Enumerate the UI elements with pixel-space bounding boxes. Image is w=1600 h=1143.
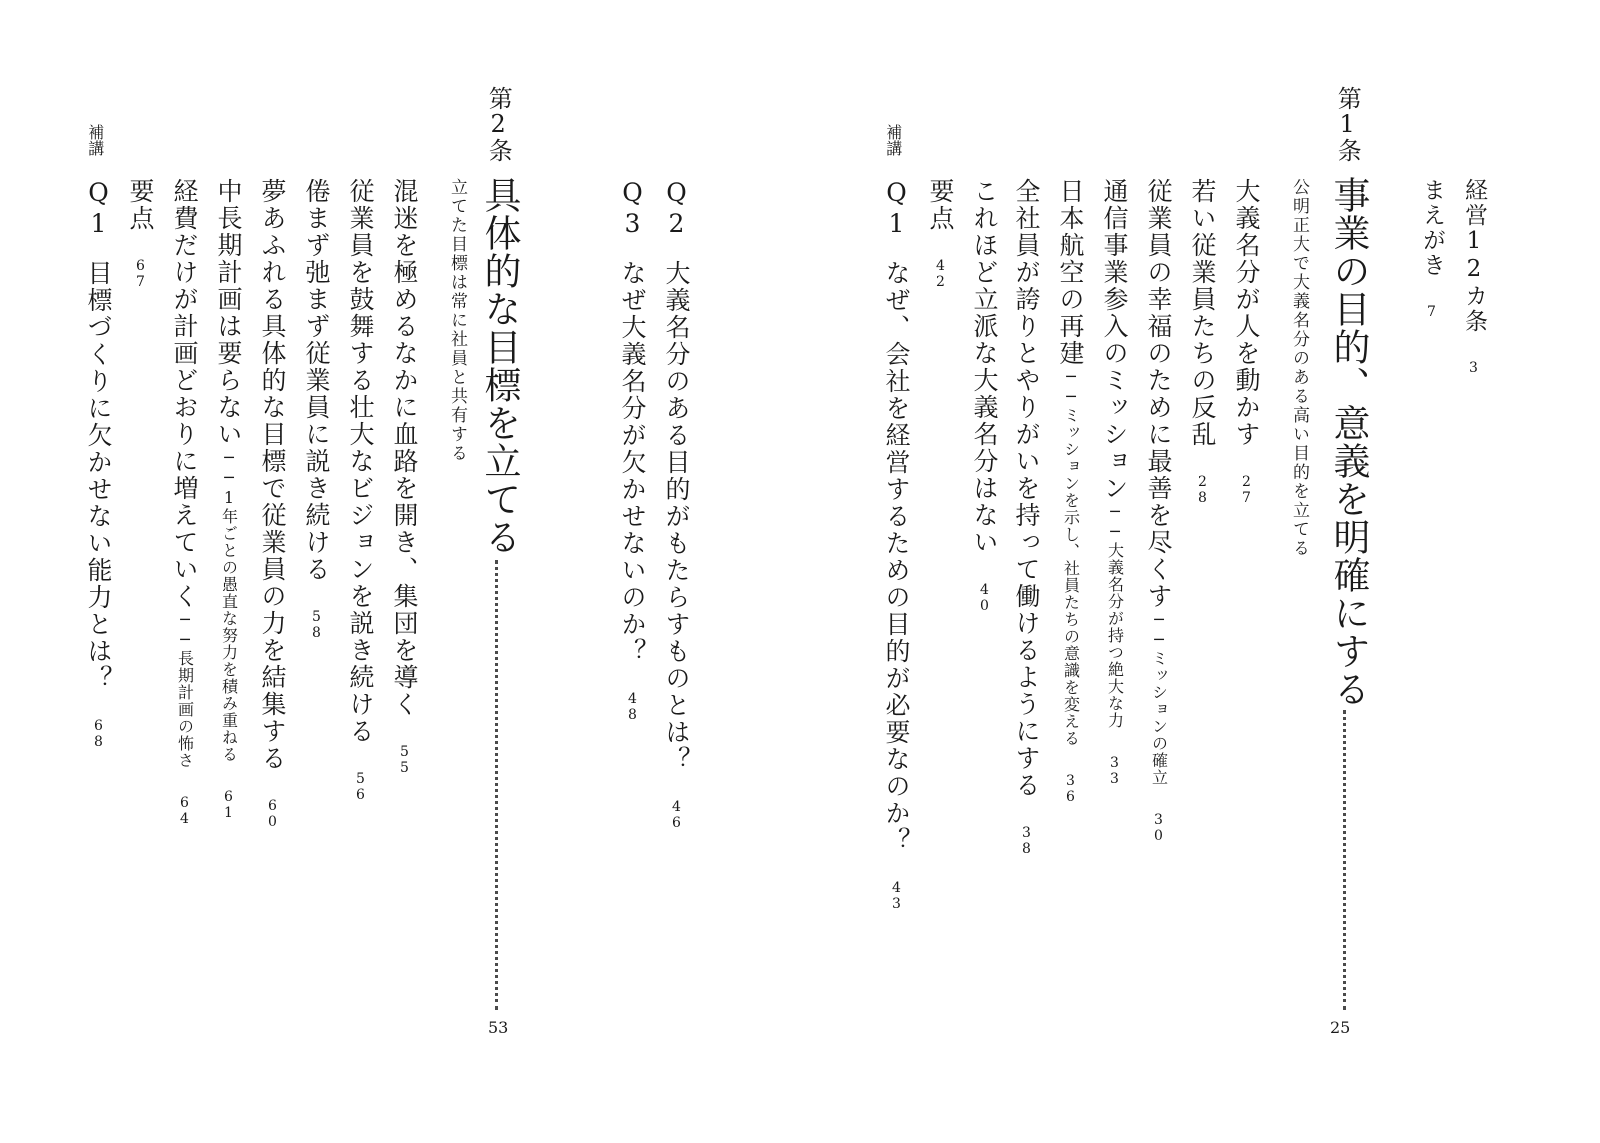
page-number: 36 [1062,773,1079,805]
qa-entry[interactable]: Q1 目標づくりに欠かせない能力とは？ 68 [84,178,113,750]
page-number: 38 [1018,825,1035,857]
chapter1-page-number: 25 [1330,1018,1351,1037]
toc-entry[interactable]: 倦まず弛まず従業員に説き続ける 58 [302,178,331,641]
hoko-label: 補講 [85,124,105,156]
toc-entry[interactable]: 通信事業参入のミッション ──大義名分が持つ絶大な力 33 [1100,178,1129,787]
page-number: 3 [1465,360,1482,376]
toc-entry[interactable]: 従業員の幸福のために最善を尽くす ──ミッションの確立 30 [1144,178,1173,844]
page-number: 68 [90,718,107,750]
toc-entry[interactable]: 混迷を極めるなかに血路を開き、集団を導く 55 [390,178,419,776]
chapter2-page-number: 53 [488,1018,509,1037]
entry-subtitle: ──1年ごとの愚直な努力を積み重ねる [219,448,239,763]
page-number: 58 [308,609,325,641]
toc-entry[interactable]: 日本航空の再建 ──ミッションを示し、社員たちの意識を変える 36 [1056,178,1085,805]
toc-entry[interactable]: 全社員が誇りとやりがいを持って働けるようにする 38 [1012,178,1041,857]
page-number: 60 [264,798,281,830]
qa-label: Q1 [84,178,113,240]
entry-subtitle: ──ミッションの確立 [1149,610,1169,786]
qa-label: Q2 [662,178,691,240]
toc-entry[interactable]: 経費だけが計画どおりに増えていく ──長期計画の怖さ 64 [170,178,199,827]
toc-entry[interactable]: 従業員を鼓舞する壮大なビジョンを説き続ける 56 [346,178,375,803]
toc-entry[interactable]: これほど立派な大義名分はない 40 [970,178,999,614]
qa-entry[interactable]: Q2 大義名分のある目的がもたらすものとは？ 46 [662,178,691,831]
hoko-label: 補講 [883,124,903,156]
toc-entry[interactable]: 要点 67 [126,178,155,290]
page-number: 61 [220,789,237,821]
page-number: 40 [976,582,993,614]
chapter1-title: 事業の目的、意義を明確にする [1327,176,1370,708]
chapter1-subtitle: 公明正大で大義名分のある高い目的を立てる [1289,178,1309,558]
chapter1-leader-dots [1343,710,1346,1010]
entry-subtitle: ──ミッションを示し、社員たちの意識を変える [1061,367,1081,747]
page-number: 33 [1106,755,1123,787]
page-number: 30 [1150,812,1167,844]
page-number: 46 [668,799,685,831]
qa-label: Q3 [618,178,647,240]
chapter2-title-entry[interactable] [478,176,521,556]
preface-title: まえがき [1419,178,1445,278]
toc-entry[interactable]: 中長期計画は要らない ──1年ごとの愚直な努力を積み重ねる 61 [214,178,243,821]
toc-entry[interactable]: 要点 42 [926,178,955,290]
qa-entry[interactable]: Q1 なぜ、会社を経営するための目的が必要なのか？ 43 [882,178,911,912]
chapter2-title: 具体的な目標を立てる [478,176,521,556]
page-number: 55 [396,744,413,776]
toc-entry[interactable]: 夢あふれる具体的な目標で従業員の力を結集する 60 [258,178,287,830]
page-number: 28 [1194,474,1211,506]
chapter1-title-entry[interactable] [1327,176,1370,708]
chapter2-subtitle: 立てた目標は常に社員と共有する [447,178,467,463]
page-number: 64 [176,795,193,827]
qa-label: Q1 [882,178,911,240]
toc-entry[interactable]: 若い従業員たちの反乱 28 [1188,178,1217,506]
book-title-entry[interactable] [1462,178,1485,376]
toc-entry[interactable]: 大義名分が人を動かす 27 [1232,178,1261,506]
page-number: 43 [888,880,905,912]
book-title: 経営12カ条 [1461,178,1487,334]
page-number: 27 [1238,474,1255,506]
entry-subtitle: ──大義名分が持つ絶大な力 [1105,502,1125,729]
entry-subtitle: ──長期計画の怖さ [175,610,195,769]
chapter1-label: 第1条 [1333,86,1362,162]
page-number: 67 [132,258,149,290]
page-number: 56 [352,771,369,803]
chapter2-leader-dots [495,560,498,1010]
qa-entry[interactable]: Q3 なぜ大義名分が欠かせないのか？ 48 [618,178,647,723]
page-number: 42 [932,258,949,290]
page-number: 7 [1423,304,1440,320]
page-number: 48 [624,691,641,723]
chapter2-label: 第2条 [484,86,513,162]
preface-entry[interactable] [1420,178,1443,320]
